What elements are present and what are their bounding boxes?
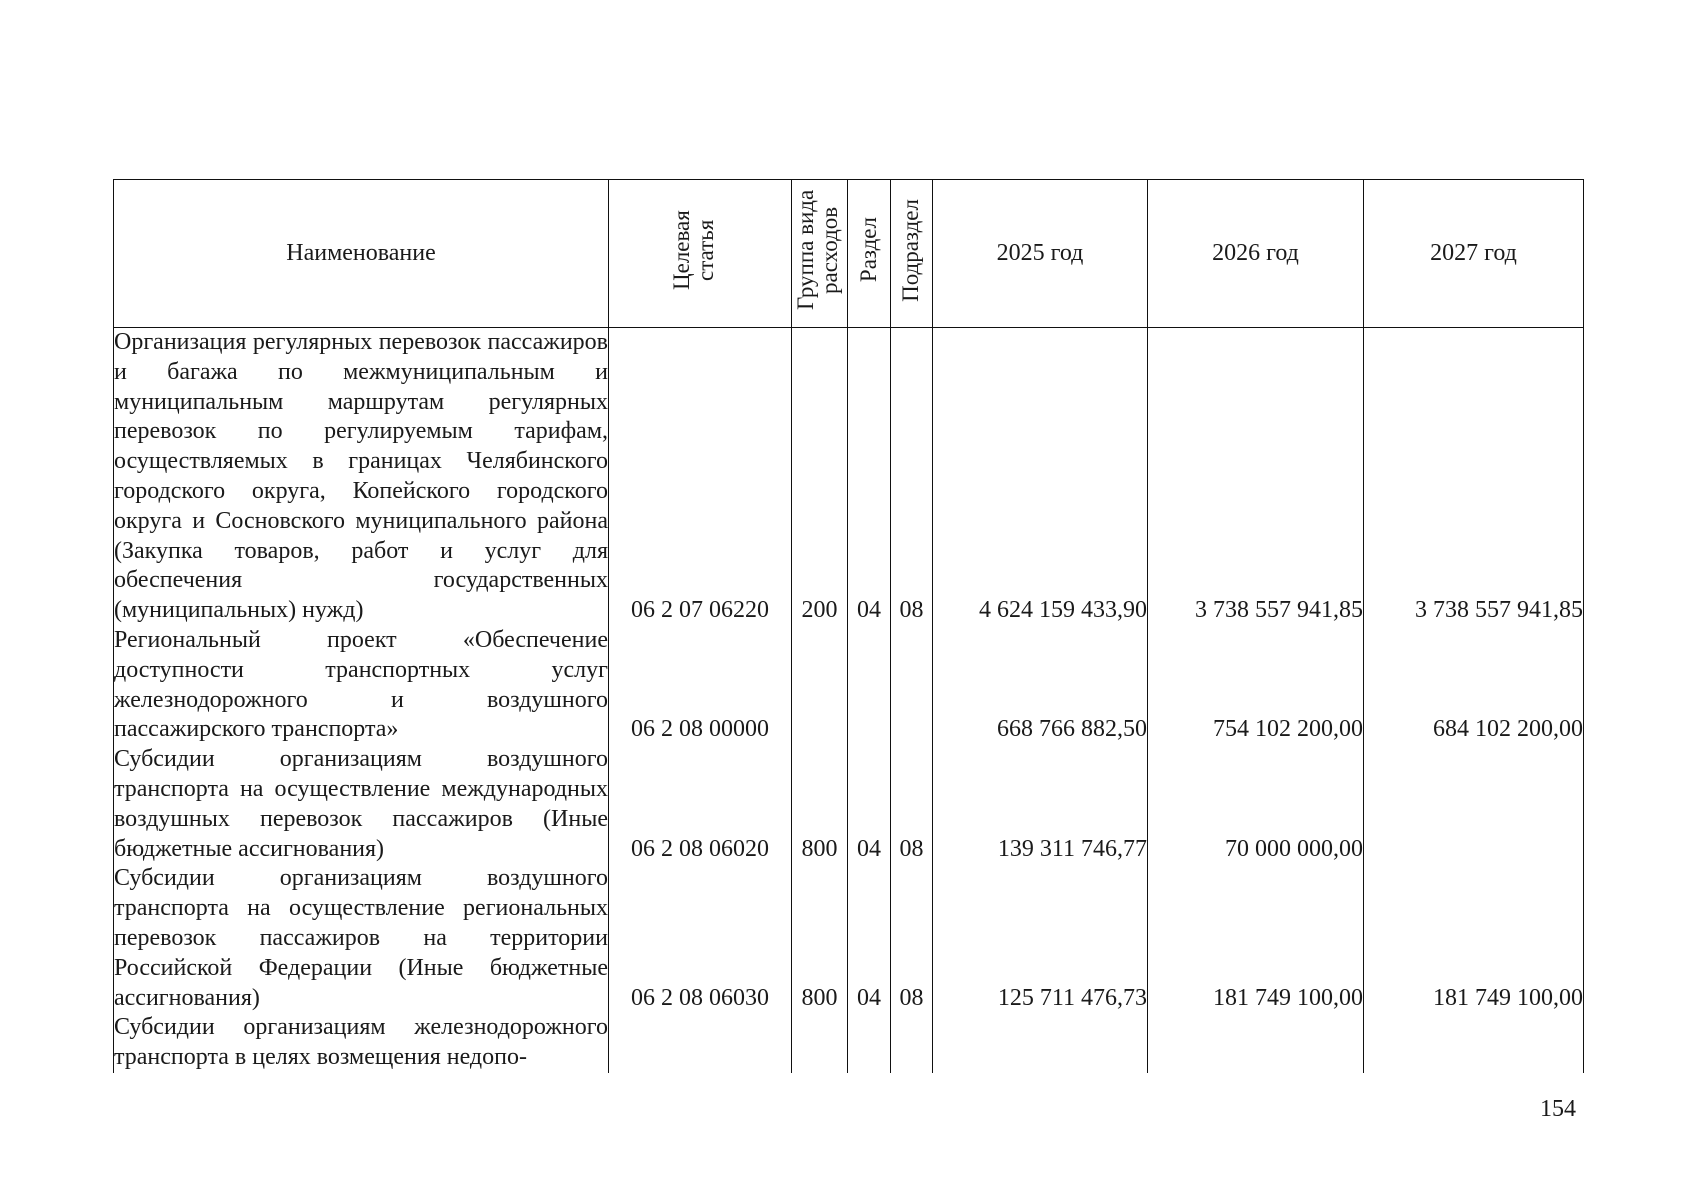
row-subsection: 08 (891, 328, 933, 626)
row-expense-group: 800 (792, 745, 848, 864)
page-number: 154 (1540, 1096, 1576, 1122)
row-subsection: 08 (891, 864, 933, 1013)
row-section: 04 (848, 745, 891, 864)
table-row (114, 328, 1584, 626)
row-2026: 70 000 000,00 (1148, 745, 1364, 864)
table-row-continued (114, 1013, 1584, 1073)
row-target: 06 2 07 06220 (609, 328, 792, 626)
header-name: Наименование (114, 180, 609, 328)
header-subsection: Подраздел (891, 180, 933, 328)
row-2026: 181 749 100,00 (1148, 864, 1364, 1013)
row-name: Организация регулярных перевозок пассажиров и багажа по межмуниципальным и муниципальным маршрутам регулярных перевозок по регулируемым тарифам, осуществляемых в границах Челябинского городского округа, Копейского городского округа и Сосновского муниципального района (Закупка товаров, работ и услуг для обеспечения государственных (муниципальных) нужд) (114, 328, 609, 626)
row-2025: 668 766 882,50 (933, 626, 1148, 745)
row-2027: 181 749 100,00 (1364, 864, 1584, 1013)
row-name: Региональный проект «Обеспечение доступности транспортных услуг железнодорожного и воздушного пассажирского транспорта» (114, 626, 609, 745)
row-2025: 4 624 159 433,90 (933, 328, 1148, 626)
header-expense-group: Группа вида расходов (792, 180, 848, 328)
row-expense-group: 200 (792, 328, 848, 626)
table-row (114, 626, 1584, 745)
row-2026: 754 102 200,00 (1148, 626, 1364, 745)
header-2027: 2027 год (1364, 180, 1584, 328)
row-2027: 684 102 200,00 (1364, 626, 1584, 745)
header-2025: 2025 год (933, 180, 1148, 328)
row-subsection: 08 (891, 745, 933, 864)
table-row (114, 745, 1584, 864)
row-2025: 125 711 476,73 (933, 864, 1148, 1013)
row-2027: 3 738 557 941,85 (1364, 328, 1584, 626)
row-name: Субсидии организациям воздушного транспорта на осуществление региональных перевозок пассажиров на территории Российской Федерации (Иные бюджетные ассигнования) (114, 864, 609, 1013)
row-target: 06 2 08 06020 (609, 745, 792, 864)
header-section: Раздел (848, 180, 891, 328)
row-name: Субсидии организациям воздушного транспорта на осуществление международных воздушных перевозок пассажиров (Иные бюджетные ассигнования) (114, 745, 609, 864)
row-expense-group: 800 (792, 864, 848, 1013)
table-row (114, 864, 1584, 1013)
row-target: 06 2 08 06030 (609, 864, 792, 1013)
row-2025: 139 311 746,77 (933, 745, 1148, 864)
table-header-row (114, 180, 1584, 328)
budget-table (113, 179, 1584, 1073)
row-name-continued: Субсидии организациям железнодорожного транспорта в целях возмещения недопо- (114, 1013, 609, 1073)
row-2026: 3 738 557 941,85 (1148, 328, 1364, 626)
row-2027 (1364, 745, 1584, 864)
header-2026: 2026 год (1148, 180, 1364, 328)
row-section: 04 (848, 864, 891, 1013)
header-target: Целевая статья (609, 180, 792, 328)
row-section (848, 626, 891, 745)
row-section: 04 (848, 328, 891, 626)
row-target: 06 2 08 00000 (609, 626, 792, 745)
row-expense-group (792, 626, 848, 745)
row-subsection (891, 626, 933, 745)
